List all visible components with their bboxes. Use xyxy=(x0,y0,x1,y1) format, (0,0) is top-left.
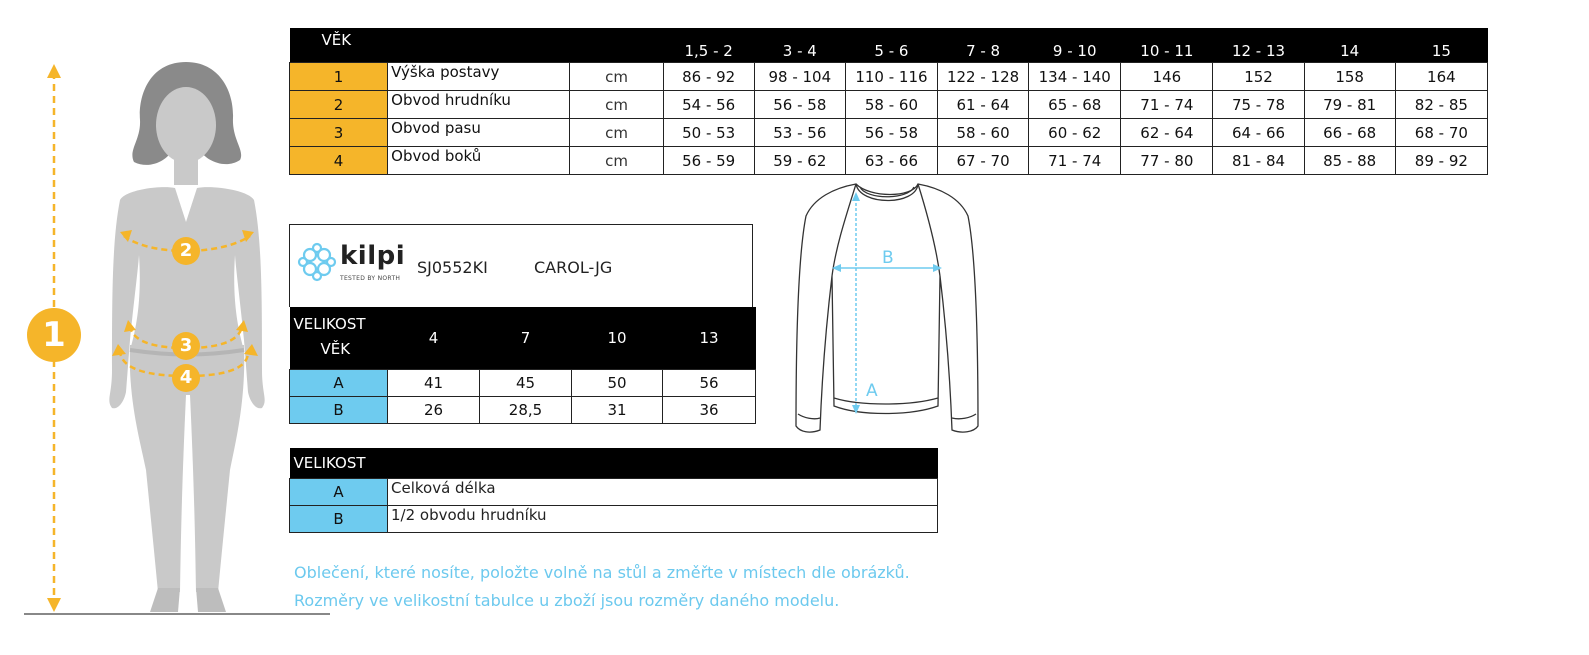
measure-label-b: B xyxy=(882,248,894,268)
age-col-header: 5 - 6 xyxy=(845,28,937,63)
size-header-row xyxy=(290,307,756,370)
table-cell: 68 - 70 xyxy=(1395,119,1487,147)
measure-label-a: A xyxy=(866,381,878,401)
age-col-header: 14 xyxy=(1304,28,1395,63)
table-cell: 56 - 58 xyxy=(754,91,845,119)
table-cell: 134 - 140 xyxy=(1029,63,1121,91)
size-col-header: 10 xyxy=(572,307,663,370)
size-col-header: 7 xyxy=(480,307,572,370)
shirt-body xyxy=(796,184,978,432)
model-size-table xyxy=(289,307,756,424)
table-cell: 60 - 62 xyxy=(1029,119,1121,147)
note-line-1: Oblečení, které nosíte, položte volně na stůl a změřte v místech dle obrázků. xyxy=(294,563,910,582)
row-unit: cm xyxy=(570,63,663,91)
table-cell: 65 - 68 xyxy=(1029,91,1121,119)
age-col-header: 7 - 8 xyxy=(938,28,1029,63)
age-col-header: 1,5 - 2 xyxy=(663,28,754,63)
table-cell: 36 xyxy=(663,397,756,424)
right-foot xyxy=(196,588,226,612)
table-cell: 56 - 58 xyxy=(845,119,937,147)
table-cell: 62 - 64 xyxy=(1121,119,1213,147)
age-col-header: 3 - 4 xyxy=(754,28,845,63)
measure-lines xyxy=(832,192,942,414)
marker-2: 2 xyxy=(172,237,200,265)
head xyxy=(156,87,216,163)
table-cell: 58 - 60 xyxy=(938,119,1029,147)
row-number: 2 xyxy=(290,91,388,119)
table-cell: 110 - 116 xyxy=(845,63,937,91)
row-label: Výška postavy xyxy=(388,63,570,91)
row-key: B xyxy=(290,397,388,424)
legend-header-row xyxy=(290,448,938,479)
age-header-row xyxy=(290,28,1488,63)
table-cell: 164 xyxy=(1395,63,1487,91)
size-header-line2: VĚK xyxy=(320,340,351,358)
age-col-header: 9 - 10 xyxy=(1029,28,1121,63)
size-col-header: 13 xyxy=(663,307,756,370)
row-number: 1 xyxy=(290,63,388,91)
left-foot xyxy=(150,588,180,612)
table-cell: 146 xyxy=(1121,63,1213,91)
table-row xyxy=(290,91,1488,119)
age-header-label: VĚK xyxy=(290,28,388,63)
table-row xyxy=(290,119,1488,147)
age-col-header: 15 xyxy=(1395,28,1487,63)
age-size-table xyxy=(289,28,1488,175)
table-cell: 41 xyxy=(388,370,480,397)
table-cell: 28,5 xyxy=(480,397,572,424)
table-cell: 81 - 84 xyxy=(1213,147,1304,175)
table-cell: 64 - 66 xyxy=(1213,119,1304,147)
table-cell: 63 - 66 xyxy=(845,147,937,175)
table-cell: 58 - 60 xyxy=(845,91,937,119)
table-cell: 79 - 81 xyxy=(1304,91,1395,119)
marker-3: 3 xyxy=(172,332,200,360)
table-cell: 98 - 104 xyxy=(754,63,845,91)
legend-header: VELIKOST xyxy=(290,448,938,479)
neck xyxy=(174,155,198,185)
table-cell: 53 - 56 xyxy=(754,119,845,147)
row-number: 4 xyxy=(290,147,388,175)
row-unit: cm xyxy=(570,91,663,119)
table-cell: 56 - 59 xyxy=(663,147,754,175)
product-box xyxy=(289,224,753,307)
row-desc: Celková délka xyxy=(388,479,938,506)
table-cell: 56 xyxy=(663,370,756,397)
table-cell: 66 - 68 xyxy=(1304,119,1395,147)
table-cell: 67 - 70 xyxy=(938,147,1029,175)
row-key: A xyxy=(290,479,388,506)
table-cell: 152 xyxy=(1213,63,1304,91)
row-label: Obvod hrudníku xyxy=(388,91,570,119)
row-number: 3 xyxy=(290,119,388,147)
size-header-label xyxy=(290,307,388,370)
table-cell: 59 - 62 xyxy=(754,147,845,175)
table-row xyxy=(290,147,1488,175)
table-cell: 82 - 85 xyxy=(1395,91,1487,119)
table-row xyxy=(290,63,1488,91)
table-cell: 158 xyxy=(1304,63,1395,91)
legend-table xyxy=(289,448,938,533)
table-row xyxy=(290,506,938,533)
table-cell: 31 xyxy=(572,397,663,424)
table-cell: 122 - 128 xyxy=(938,63,1029,91)
row-label: Obvod pasu xyxy=(388,119,570,147)
row-unit: cm xyxy=(570,119,663,147)
table-cell: 86 - 92 xyxy=(663,63,754,91)
table-cell: 45 xyxy=(480,370,572,397)
table-cell: 61 - 64 xyxy=(938,91,1029,119)
product-name: CAROL-JG xyxy=(534,258,613,277)
size-header-line1: VELIKOST xyxy=(293,315,366,333)
table-cell: 89 - 92 xyxy=(1395,147,1487,175)
table-cell: 71 - 74 xyxy=(1121,91,1213,119)
table-cell: 71 - 74 xyxy=(1029,147,1121,175)
table-row xyxy=(290,397,756,424)
row-key: A xyxy=(290,370,388,397)
table-cell: 54 - 56 xyxy=(663,91,754,119)
table-cell: 85 - 88 xyxy=(1304,147,1395,175)
row-label: Obvod boků xyxy=(388,147,570,175)
table-cell: 75 - 78 xyxy=(1213,91,1304,119)
size-col-header: 4 xyxy=(388,307,480,370)
age-col-header: 10 - 11 xyxy=(1121,28,1213,63)
brand-name: kilpi xyxy=(340,241,406,271)
table-cell: 50 xyxy=(572,370,663,397)
row-unit: cm xyxy=(570,147,663,175)
kilpi-logo-icon xyxy=(296,241,338,283)
marker-1: 1 xyxy=(27,308,81,362)
table-row xyxy=(290,370,756,397)
table-cell: 77 - 80 xyxy=(1121,147,1213,175)
shirt-diagram xyxy=(790,176,990,438)
table-cell: 26 xyxy=(388,397,480,424)
marker-4: 4 xyxy=(172,364,200,392)
note-line-2: Rozměry ve velikostní tabulce u zboží jsou rozměry daného modelu. xyxy=(294,591,840,610)
row-desc: 1/2 obvodu hrudníku xyxy=(388,506,938,533)
age-col-header: 12 - 13 xyxy=(1213,28,1304,63)
table-cell: 50 - 53 xyxy=(663,119,754,147)
product-code: SJ0552KI xyxy=(417,258,488,277)
brand-tagline: TESTED BY NORTH xyxy=(340,275,401,282)
row-key: B xyxy=(290,506,388,533)
table-row xyxy=(290,479,938,506)
